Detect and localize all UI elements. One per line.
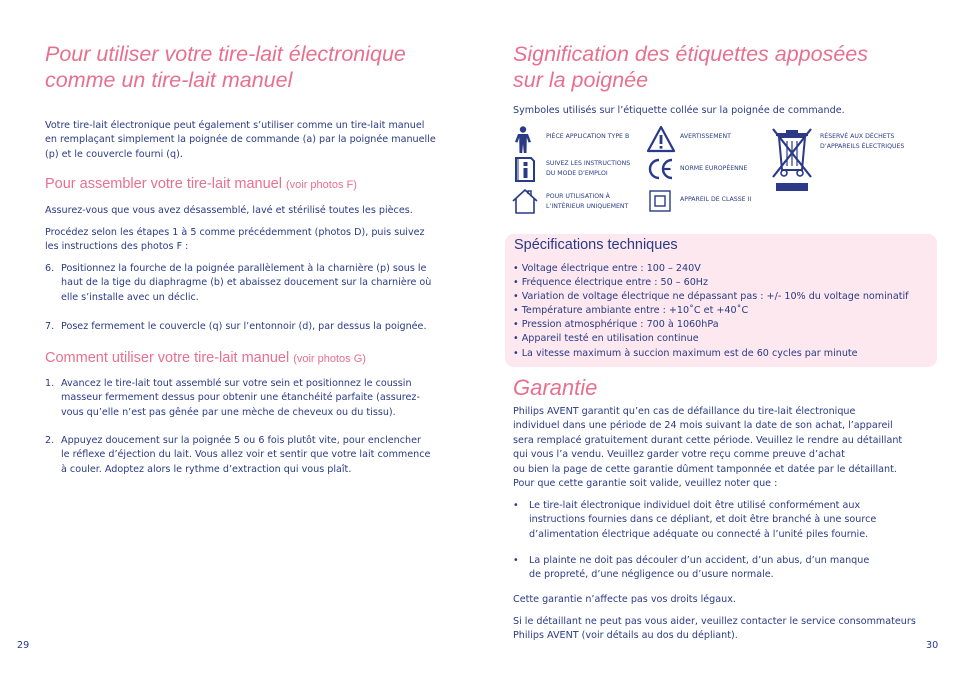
symbol-label-line: DU MODE D’EMPLOI	[546, 169, 608, 177]
bullet-line: Le tire-lait électronique individuel doit être utilisé conformément aux	[529, 500, 861, 511]
intro-line: en remplaçant simplement la poignée de commande (a) par la poignée manuelle	[45, 134, 436, 146]
assemble-paragraph-2	[45, 226, 425, 255]
symbols-intro: Symboles utilisés sur l’étiquette collée sur la poignée de commande.	[513, 105, 845, 116]
warranty-line: qui vous l’a vendu. Veuillez garder votre reçu comme preuve d’achat	[513, 449, 845, 461]
use-heading-text: Comment utiliser votre tire-lait manuel	[45, 350, 290, 366]
use-heading	[45, 350, 366, 366]
indoor-label	[546, 192, 628, 211]
warranty-line: individuel dans une période de 24 mois suivant la date de son achat, l’appareil	[513, 420, 893, 432]
right-title-line1: Signification des étiquettes apposées	[513, 42, 868, 66]
warranty-line: Pour que cette garantie soit valide, veuillez noter que :	[513, 478, 778, 490]
symbol-label-line: RÉSERVÉ AUX DÉCHETS	[820, 133, 895, 140]
spec-item: • Appareil testé en utilisation continue	[513, 333, 699, 345]
symbol-label-line: SUIVEZ LES INSTRUCTIONS	[546, 160, 631, 167]
step-number: 6.	[45, 263, 55, 274]
step-text	[61, 320, 427, 334]
warning-triangle-icon	[646, 125, 676, 153]
spec-item: • Variation de voltage électrique ne dépassant pas : +/- 10% du voltage nominatif	[513, 291, 909, 303]
specifications-list	[513, 262, 909, 361]
step-line: masseur fermement dessus pour obtenir une étanchéité parfaite (assurez-	[61, 392, 420, 404]
step-line: Positionnez la fourche de la poignée parallèlement à la charnière (p) sous le	[61, 263, 427, 274]
type-b-label	[546, 132, 629, 142]
step-line: Appuyez doucement sur la poignée 5 ou 6 fois plutôt vite, pour enclencher	[61, 435, 421, 446]
page-number-left: 29	[17, 640, 30, 651]
assemble-heading-text: Pour assembler votre tire-lait manuel	[45, 176, 282, 192]
symbol-label-line: D’APPAREILS ÉLECTRIQUES	[820, 142, 905, 150]
spec-item: • Température ambiante entre : +10˚C et +40˚C	[513, 305, 749, 317]
step-line: à couler. Adoptez alors le rythme d’extraction qui vous plaît.	[61, 463, 352, 475]
right-title	[513, 41, 868, 93]
step-text	[61, 377, 420, 420]
intro-paragraph	[45, 119, 436, 162]
warranty-paragraph-1	[513, 405, 902, 491]
warranty-line: Philips AVENT garantit qu’en cas de défaillance du tire-lait électronique	[513, 406, 856, 417]
step-text	[61, 262, 431, 305]
bullet-line: d’alimentation électrique adéquate ou connecté à l’unité piles fournie.	[529, 528, 869, 540]
bullet-dot: •	[513, 555, 519, 566]
specifications-box	[505, 234, 937, 367]
weee-bin-icon	[770, 126, 814, 192]
assemble-p2-line: Procédez selon les étapes 1 à 5 comme précédemment (photos D), puis suivez	[45, 227, 425, 238]
spec-item: • Voltage électrique entre : 100 – 240V	[513, 263, 701, 274]
step-line: le réflexe d’éjection du lait. Vous allez voir et sentir que votre lait commence	[61, 449, 431, 461]
assemble-p1-line: Assurez-vous que vous avez désassemblé, lavé et stérilisé toutes les pièces.	[45, 205, 413, 216]
bullet-text	[529, 554, 869, 583]
assemble-paragraph-1	[45, 204, 413, 218]
spec-item: • Fréquence électrique entre : 50 – 60Hz	[513, 277, 709, 289]
warranty-title: Garantie	[513, 375, 598, 400]
intro-line: (p) et le couvercle fourni (q).	[45, 148, 183, 160]
type-b-person-icon	[512, 126, 534, 154]
bullet-text	[529, 499, 876, 542]
specifications-title: Spécifications techniques	[514, 237, 678, 253]
symbol-label-line: AVERTISSEMENT	[680, 133, 731, 140]
bullet-line: La plainte ne doit pas découler d’un accident, d’un abus, d’un manque	[529, 555, 870, 566]
step-number: 1.	[45, 378, 55, 389]
spec-item: • Pression atmosphérique : 700 à 1060hPa	[513, 319, 719, 331]
step-line: Posez fermement le couvercle (q) sur l’entonnoir (d), par dessus la poignée.	[61, 321, 427, 332]
left-title-line1: Pour utiliser votre tire-lait électronique	[45, 42, 406, 66]
step-line: haut de la tige du diaphragme (b) et abaissez doucement sur la charnière où	[61, 277, 432, 289]
symbol-label-line: PIÈCE APPLICATION TYPE B	[546, 133, 630, 140]
right-title-line2: sur la poignée	[513, 68, 649, 92]
symbol-label-line: L’INTÉRIEUR UNIQUEMENT	[546, 202, 629, 210]
bullet-line: de propreté, d’une négligence ou d’usure normale.	[529, 569, 774, 581]
symbol-label-line: POUR UTILISATION À	[546, 193, 610, 200]
warranty-paragraph-2: Cette garantie n’affecte pas vos droits légaux.	[513, 594, 736, 605]
warranty-line: Philips AVENT (voir détails au dos du dépliant).	[513, 630, 738, 642]
step-number: 2.	[45, 435, 55, 446]
indoor-house-icon	[511, 187, 539, 215]
symbol-label-line: APPAREIL DE CLASSE II	[680, 196, 752, 203]
warranty-line: sera remplacé gratuitement durant cette période. Veuillez le rendre au détaillant	[513, 434, 903, 446]
warranty-line: Si le détaillant ne peut pas vous aider, veuillez contacter le service consommateurs	[513, 616, 916, 627]
class-ii-label	[680, 195, 751, 205]
symbol-label-line: NORME EUROPÉENNE	[680, 165, 748, 172]
warranty-paragraph-3	[513, 615, 916, 644]
intro-line: Votre tire-lait électronique peut également s’utiliser comme un tire-lait manuel	[45, 120, 425, 131]
assemble-p2-line: les instructions des photos F :	[45, 241, 189, 253]
use-heading-ref: (voir photos G)	[293, 353, 366, 365]
left-title	[45, 41, 406, 93]
step-line: vous qu’elle n’est pas gênée par une mèche de cheveux ou du tissu).	[61, 406, 396, 418]
assemble-heading-ref: (voir photos F)	[285, 179, 357, 191]
warranty-line: ou bien la page de cette garantie dûment tamponnée et datée par le détaillant.	[513, 463, 897, 475]
step-line: Avancez le tire-lait tout assemblé sur votre sein et positionnez le coussin	[61, 378, 412, 389]
ce-label	[680, 164, 747, 174]
step-line: elle s’installe avec un déclic.	[61, 291, 199, 303]
bullet-line: instructions fournies dans ce dépliant, et doit être branché à une source	[529, 514, 877, 526]
page-number-right: 30	[926, 640, 939, 651]
class-ii-icon	[649, 190, 671, 212]
weee-label	[820, 132, 904, 151]
step-text	[61, 434, 430, 477]
manual-book-icon	[512, 155, 538, 183]
warning-label	[680, 132, 731, 142]
manual-label	[546, 159, 630, 178]
spec-item: • La vitesse maximum à succion maximum est de 60 cycles par minute	[513, 347, 858, 359]
left-title-line2: comme un tire-lait manuel	[45, 68, 293, 92]
step-number: 7.	[45, 321, 55, 332]
bullet-dot: •	[513, 500, 519, 511]
assemble-heading	[45, 176, 357, 192]
ce-mark-icon	[647, 157, 675, 181]
